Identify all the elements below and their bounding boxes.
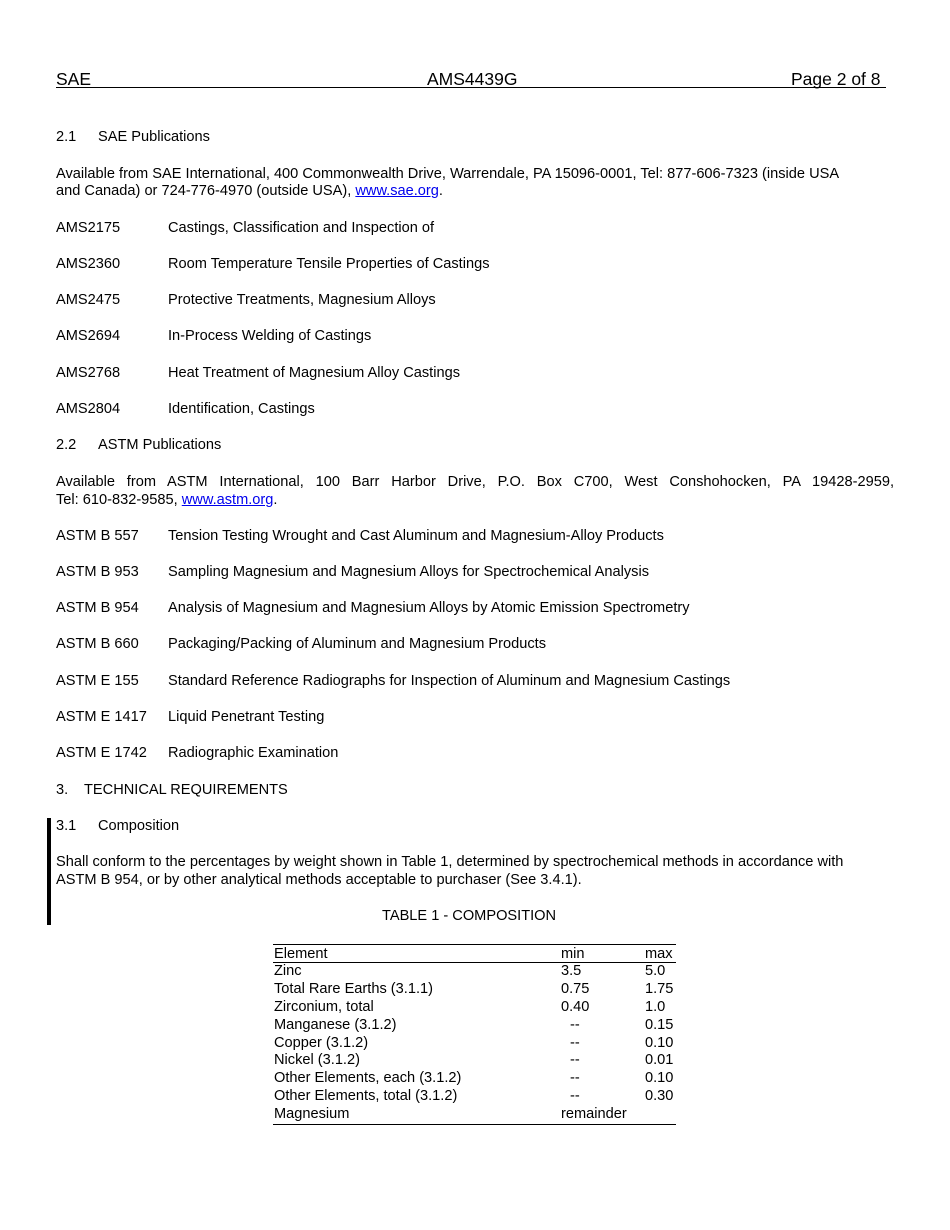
cell-element: Zirconium, total <box>274 998 374 1015</box>
section-3-1-number: 3.1 <box>56 818 77 834</box>
reference-title: Liquid Penetrant Testing <box>168 709 325 725</box>
sae-availability-line2: and Canada) or 724-776-4970 (outside USA), www.sae.org. <box>56 183 443 199</box>
reference-title: Tension Testing Wrought and Cast Aluminum and Magnesium-Alloy Products <box>168 528 664 544</box>
table-row <box>273 999 676 1017</box>
reference-title: Radiographic Examination <box>168 745 339 761</box>
table-1-caption: TABLE 1 - COMPOSITION <box>382 908 557 924</box>
reference-code: ASTM B 660 <box>56 636 139 652</box>
cell-min: -- <box>570 1070 580 1087</box>
revision-change-bar <box>47 818 51 925</box>
cell-max: 5.0 <box>645 963 666 979</box>
cell-min: -- <box>570 1088 580 1105</box>
table-row <box>273 963 676 981</box>
cell-element: Nickel (3.1.2) <box>274 1052 360 1069</box>
section-3-title: TECHNICAL REQUIREMENTS <box>84 782 288 798</box>
sae-website-link[interactable]: www.sae.org <box>355 183 439 199</box>
section-3-1-title: Composition <box>98 818 180 834</box>
section-2-1-title: SAE Publications <box>98 129 210 145</box>
table-row <box>273 1088 676 1106</box>
header-page-number: Page 2 of 8 <box>791 69 881 89</box>
cell-min: 3.5 <box>561 963 582 979</box>
cell-min: 0.40 <box>561 998 590 1015</box>
reference-code: AMS2768 <box>56 365 121 381</box>
astm-availability-line1: Available from ASTM International, 100 Barr Harbor Drive, P.O. Box C700, West Conshohocken, PA 19428-2959, <box>56 474 894 490</box>
cell-max: 0.10 <box>645 1034 674 1051</box>
reference-code: ASTM B 954 <box>56 600 139 616</box>
cell-max: 0.15 <box>645 1016 674 1033</box>
cell-min: -- <box>570 1034 580 1051</box>
astm-availability-line2: Tel: 610-832-9585, www.astm.org. <box>56 492 278 508</box>
reference-title: Heat Treatment of Magnesium Alloy Castings <box>168 365 461 381</box>
reference-title: Room Temperature Tensile Properties of Castings <box>168 256 490 272</box>
reference-code: AMS2360 <box>56 256 121 272</box>
reference-title: Sampling Magnesium and Magnesium Alloys for Spectrochemical Analysis <box>168 564 650 580</box>
cell-element: Copper (3.1.2) <box>274 1034 369 1051</box>
cell-element: Magnesium <box>274 1106 350 1123</box>
reference-title: Castings, Classification and Inspection of <box>168 220 435 236</box>
reference-code: ASTM E 1417 <box>56 709 147 725</box>
section-2-2-title: ASTM Publications <box>98 437 222 453</box>
table-row <box>273 981 676 999</box>
cell-max: 0.01 <box>645 1052 674 1069</box>
cell-max: 1.0 <box>645 998 666 1015</box>
section-2-1-number: 2.1 <box>56 129 77 145</box>
cell-min: remainder <box>561 1106 627 1123</box>
cell-max: 1.75 <box>645 980 674 997</box>
column-header-min: min <box>561 946 585 962</box>
sae-availability-line1: Available from SAE International, 400 Commonwealth Drive, Warrendale, PA 15096-0001, Tel: 877-606-7323 (inside USA <box>56 166 840 182</box>
reference-code: ASTM B 953 <box>56 564 139 580</box>
reference-title: Packaging/Packing of Aluminum and Magnesium Products <box>168 636 547 652</box>
reference-code: AMS2694 <box>56 328 121 344</box>
cell-min: -- <box>570 1016 580 1033</box>
section-3-number: 3. <box>56 782 69 798</box>
cell-element: Manganese (3.1.2) <box>274 1016 397 1033</box>
table-row <box>273 1106 676 1124</box>
reference-title: Standard Reference Radiographs for Inspection of Aluminum and Magnesium Castings <box>168 673 731 689</box>
cell-min: -- <box>570 1052 580 1069</box>
header-rule <box>56 87 886 88</box>
cell-element: Zinc <box>274 963 302 979</box>
table-row <box>273 1035 676 1053</box>
reference-title: Analysis of Magnesium and Magnesium Alloys by Atomic Emission Spectrometry <box>168 600 690 616</box>
table-header-row <box>273 945 676 963</box>
composition-table <box>273 944 676 1125</box>
table-body <box>273 963 676 1124</box>
reference-title: In-Process Welding of Castings <box>168 328 372 344</box>
reference-title: Protective Treatments, Magnesium Alloys <box>168 292 436 308</box>
table-row <box>273 1070 676 1088</box>
cell-min: 0.75 <box>561 980 590 997</box>
reference-code: ASTM B 557 <box>56 528 139 544</box>
cell-element: Total Rare Earths (3.1.1) <box>274 980 433 997</box>
cell-max: 0.30 <box>645 1088 674 1105</box>
column-header-element: Element <box>274 946 328 962</box>
header-doc-id: AMS4439G <box>427 69 518 89</box>
cell-max: 0.10 <box>645 1070 674 1087</box>
reference-code: AMS2804 <box>56 401 121 417</box>
table-row <box>273 1052 676 1070</box>
cell-element: Other Elements, each (3.1.2) <box>274 1070 462 1087</box>
reference-title: Identification, Castings <box>168 401 315 417</box>
header-org: SAE <box>56 69 92 89</box>
reference-code: AMS2475 <box>56 292 121 308</box>
reference-code: ASTM E 155 <box>56 673 139 689</box>
section-2-2-number: 2.2 <box>56 437 77 453</box>
cell-element: Other Elements, total (3.1.2) <box>274 1088 458 1105</box>
astm-website-link[interactable]: www.astm.org <box>181 492 274 508</box>
composition-text-line2: ASTM B 954, or by other analytical methods acceptable to purchaser (See 3.4.1). <box>56 872 582 888</box>
table-row <box>273 1017 676 1035</box>
column-header-max: max <box>645 946 673 962</box>
reference-code: AMS2175 <box>56 220 121 236</box>
composition-text-line1: Shall conform to the percentages by weight shown in Table 1, determined by spectrochemical methods in accordance with <box>56 854 844 870</box>
reference-code: ASTM E 1742 <box>56 745 147 761</box>
